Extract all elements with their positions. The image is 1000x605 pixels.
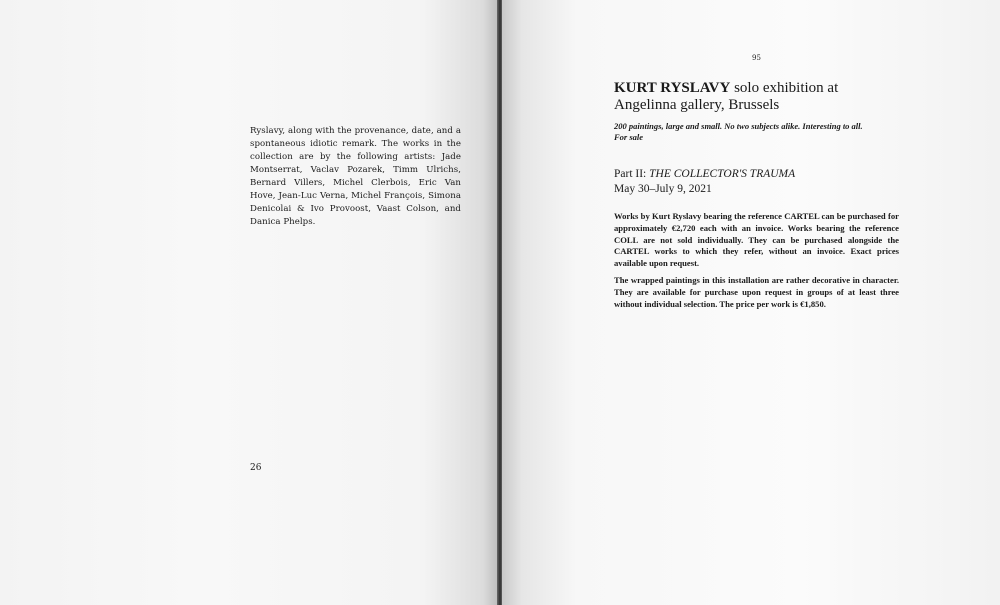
paragraph-wrapped-paintings: The wrapped paintings in this installation are rather decorative in character. They are available for purchase upon request in groups of at least three without individual selection. The price per work is €1,850. [614, 274, 899, 309]
part-heading [614, 167, 904, 197]
subtitle-line-2: For sale [614, 132, 644, 142]
artist-name: KURT RYSLAVY [614, 80, 731, 96]
right-page-body [614, 211, 899, 315]
part-title: THE COLLECTOR'S TRAUMA [649, 168, 796, 180]
part-label: Part II: [614, 168, 650, 180]
left-page-body-text: Ryslavy, along with the provenance, date, and a spontaneous idiotic remark. The works in the collection are by the following artists: Jade Montserrat, Vaclav Pozarek, Timm Ulrichs, Bernard Villers, Michel Clerbois, Eric Van Hove, Jean-Luc Verna, Michel François, Simona Denicolai & Ivo Provoost, Vaast Colson, and Danica Phelps. [250, 126, 461, 227]
exhibition-title [614, 80, 904, 114]
exhibition-subtitle [614, 121, 904, 143]
title-continuation: solo exhibition at [730, 80, 839, 96]
subtitle-line-1: 200 paintings, large and small. No two subjects alike. Interesting to all. [614, 121, 863, 131]
left-page-number: 26 [250, 463, 262, 473]
gallery-location: Angelinna gallery, Brussels [614, 97, 780, 113]
left-page [0, 0, 498, 605]
paragraph-cartel: Works by Kurt Ryslavy bearing the reference CARTEL can be purchased for approximately €2,720 each with an invoice. Works bearing the reference COLL are not sold individually. They can be purchased alongside the CARTEL works to which they refer, without an invoice. Exact prices available upon request. [614, 211, 899, 269]
exhibition-dates: May 30–July 9, 2021 [614, 183, 712, 195]
right-page-number: 95 [752, 54, 761, 62]
